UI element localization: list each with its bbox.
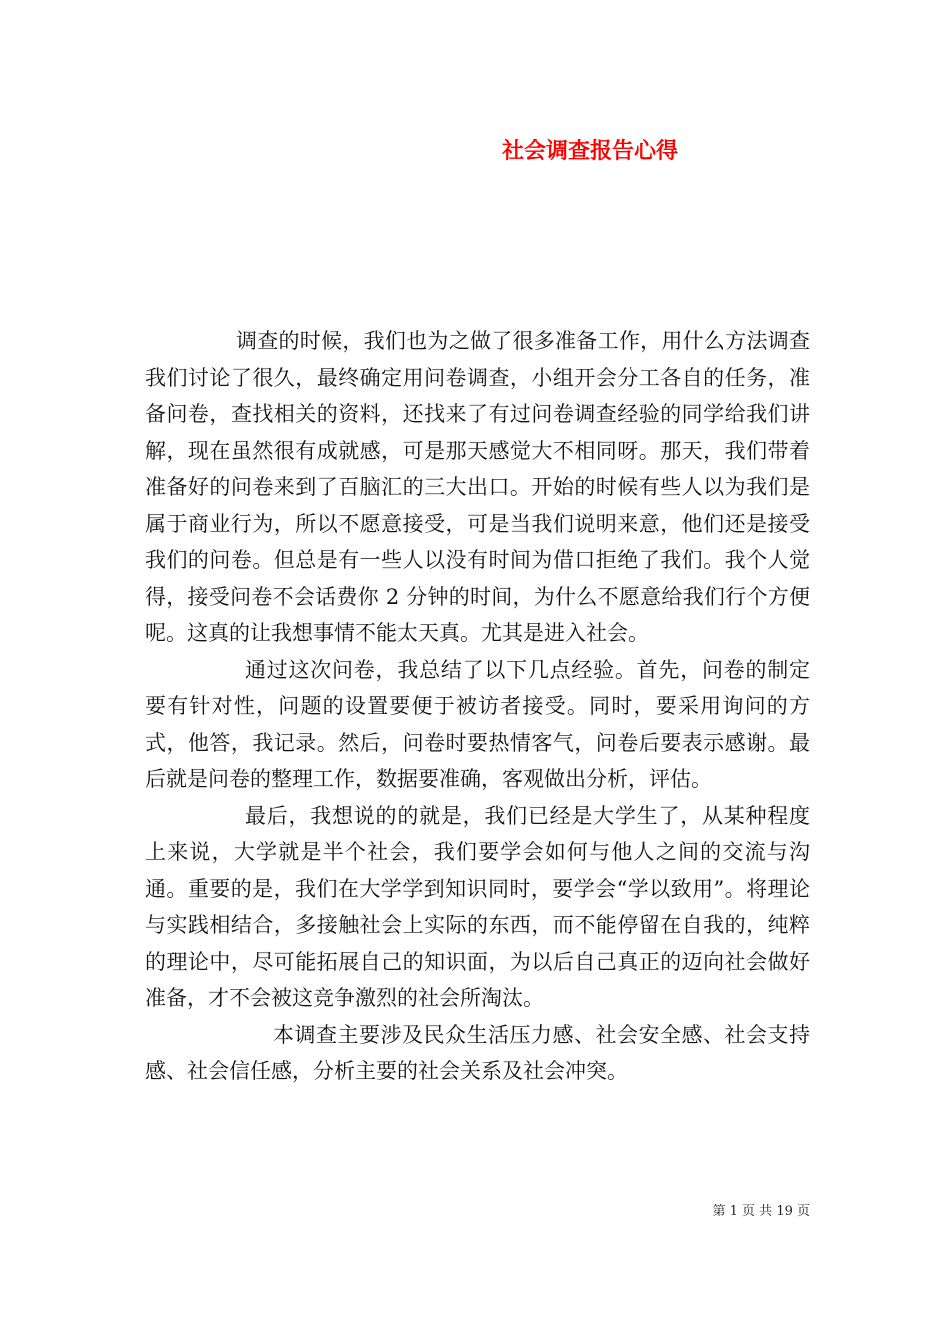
paragraph-survey-scope: 本调查主要涉及民众生活压力感、社会安全感、社会支持感、社会信任感，分析主要的社会关系及社会冲突。 (145, 1022, 810, 1083)
paragraph-experience-summary: 通过这次问卷，我总结了以下几点经验。首先，问卷的制定要有针对性，问题的设置要便于被访者接受。同时，要采用询问的方式，他答，我记录。然后，问卷时要热情客气，问卷后要表示感谢。最后就是问卷的整理工作，数据要准确，客观做出分析，评估。 (145, 657, 810, 791)
paragraph-survey-process: 调查的时候，我们也为之做了很多准备工作，用什么方法调查我们讨论了很久，最终确定用问卷调查，小组开会分工各自的任务，准备问卷，查找相关的资料，还找来了有过问卷调查经验的同学给我们讲解，现在虽然很有成就感，可是那天感觉大不相同呀。那天，我们带着准备好的问卷来到了百脑汇的三大出口。开始的时候有些人以为我们是属于商业行为，所以不愿意接受，可是当我们说明来意，他们还是接受我们的问卷。但总是有一些人以没有时间为借口拒绝了我们。我个人觉得，接受问卷不会话费你 2 分钟的时间，为什么不愿意给我们行个方便呢。这真的让我想事情不能太天真。尤其是进入社会。 (145, 329, 810, 645)
document-title: 社会调查报告心得 (501, 138, 678, 164)
paragraph-conclusion: 最后，我想说的的就是，我们已经是大学生了，从某种程度上来说，大学就是半个社会，我们要学会如何与他人之间的交流与沟通。重要的是，我们在大学学到知识同时，要学会“学以致用”。将理论与实践相结合，多接触社会上实际的东西，而不能停留在自我的，纯粹的理论中，尽可能拓展自己的知识面，为以后自己真正的迈向社会做好准备，才不会被这竞争激烈的社会所淘汰。 (145, 803, 810, 1010)
document-body (145, 323, 810, 1090)
page-number: 第 1 页 共 19 页 (712, 1204, 810, 1219)
